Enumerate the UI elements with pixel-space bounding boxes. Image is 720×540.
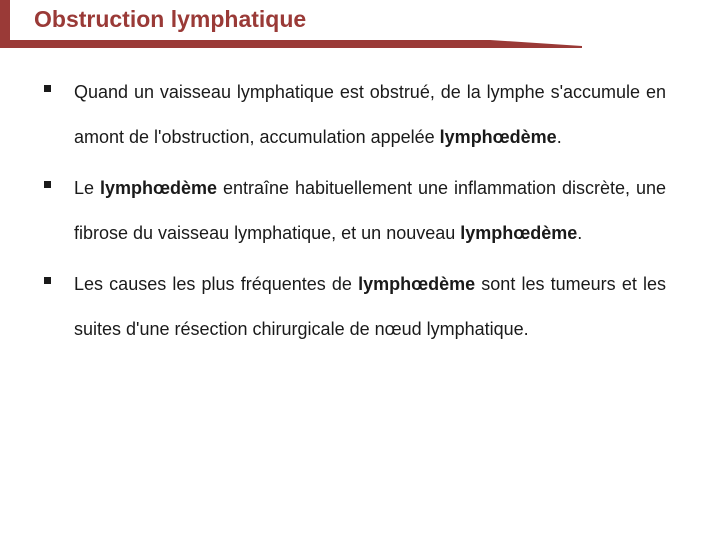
square-bullet-icon [44,181,51,188]
bullet-text [74,70,666,160]
bullet-term-bold: lymphœdème [358,274,476,294]
slide-title: Obstruction lymphatique [34,6,307,32]
bullet-text-segment: . [556,127,562,147]
bullet-term-bold: lymphœdème [460,223,578,243]
bullet-text [74,166,666,256]
bullet-text-segment: Le [74,178,100,198]
bullet-text-segment: . [577,223,583,243]
bullet-list [44,70,666,358]
bullet-term-bold: lymphœdème [99,178,218,198]
bullet-item [44,70,666,160]
square-bullet-icon [44,277,51,284]
bullet-text-segment: Les causes les plus fréquentes de [74,274,359,294]
square-bullet-icon [44,85,51,92]
bullet-text [74,262,666,352]
bullet-item [44,262,666,352]
bullet-text-segment: sont les tumeurs et les suites d'une résection chirurgicale de nœud lymphatique. [74,274,666,339]
bullet-item [44,166,666,256]
bullet-text-segment: entraîne habituellement une inflammation discrète, une fibrose du vaisseau lymphatique, et un nouveau [74,178,666,243]
bullet-text-segment: Quand un vaisseau lymphatique est obstrué, de la lymphe s'accumule en amont de l'obstruction, accumulation appelée [74,82,666,147]
bullet-term-bold: lymphœdème [439,127,557,147]
